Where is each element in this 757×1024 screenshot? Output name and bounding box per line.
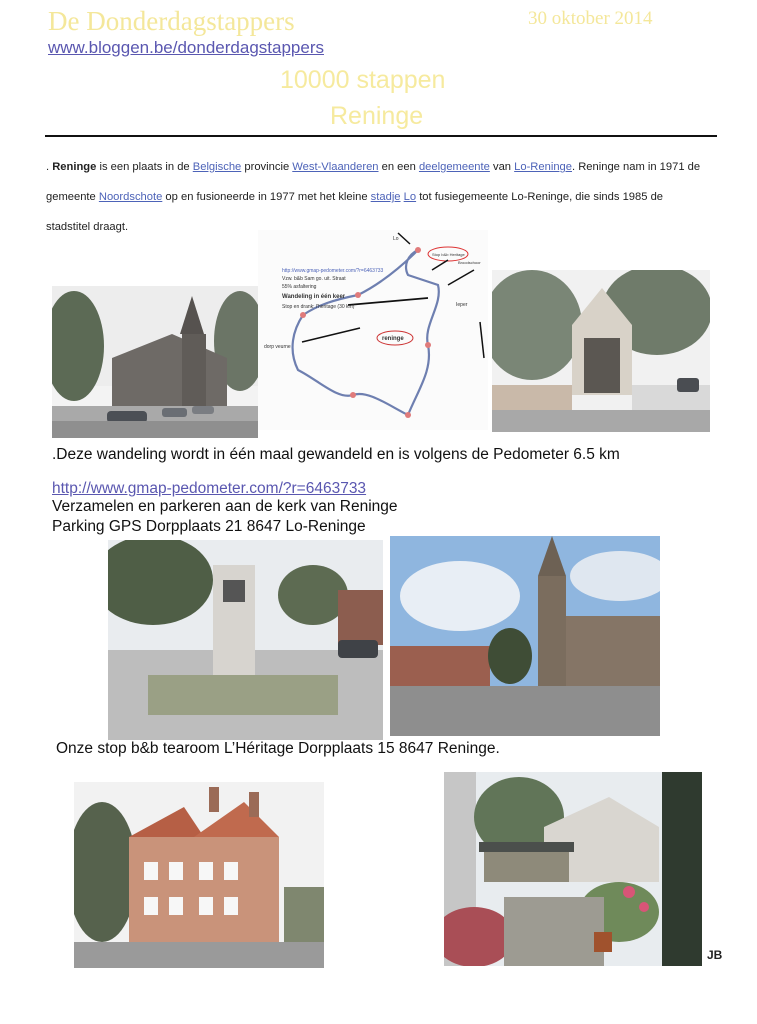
pedometer-link[interactable]: http://www.gmap-pedometer.com/?r=6463733 — [52, 480, 367, 497]
chapel-photo — [492, 270, 710, 432]
map-school-label: Broodschoor — [458, 260, 481, 265]
meeting-point: Verzamelen en parkeren aan de kerk van Reninge — [52, 498, 398, 515]
author-initials: JB — [707, 948, 723, 962]
subtitle-place: Reninge — [330, 102, 424, 130]
map-place: reninge — [382, 336, 404, 342]
church-photo — [52, 286, 258, 438]
map-url: http://www.gmap-pedometer.com/?r=6463733 — [282, 268, 384, 274]
heritage-building-photo — [74, 782, 324, 968]
map-line3: 55% asfaltering — [282, 284, 317, 290]
header-divider — [45, 135, 717, 137]
walk-description: .Deze wandeling wordt in één maal gewandeld en is volgens de Pedometer 6.5 km — [52, 446, 620, 463]
map-label-lo: Lo — [393, 236, 399, 242]
link-deelgemeente[interactable]: deelgemeente — [418, 161, 490, 173]
map-label-ieper: Ieper — [456, 302, 468, 308]
link-stadje[interactable]: stadje — [370, 191, 401, 203]
map-line4: Stop en drank: l'heritage (30 km) — [282, 304, 355, 310]
monument-photo — [108, 540, 383, 740]
intro-paragraph: . Reninge is een plaats in de Belgische provincie West-Vlaanderen en een deelgemeente van Lo-Reninge. Reninge nam in 1971 de gemeente Noordschote op en fusioneerde in 1977 met het kleine stadje Lo tot fusiegemeente Lo-Reninge, die sinds 1985 de stadstitel draagt. — [46, 161, 701, 233]
square-church-photo — [390, 536, 660, 736]
map-title: Wandeling in één keer — [282, 294, 346, 300]
page-date: 30 oktober 2014 — [528, 8, 653, 29]
link-lo-reninge[interactable]: Lo-Reninge — [514, 161, 572, 173]
intro-reninge: Reninge — [52, 161, 97, 173]
page-title: De Donderdagstappers — [48, 6, 295, 36]
route-map — [258, 230, 488, 430]
map-label-west: dorp veurne — [264, 344, 291, 350]
link-belgische[interactable]: Belgische — [192, 161, 242, 173]
stop-info: Onze stop b&b tearoom L’Héritage Dorpplaats 15 8647 Reninge. — [56, 740, 500, 757]
subtitle-steps: 10000 stappen — [280, 66, 446, 94]
link-lo[interactable]: Lo — [403, 191, 417, 203]
map-stop-label: Stop b&b Heritage — [432, 252, 465, 257]
link-west-vlaanderen[interactable]: West-Vlaanderen — [292, 161, 379, 173]
blog-link[interactable]: www.bloggen.be/donderdagstappers — [48, 38, 324, 57]
map-line2: Vzw. b&b Sam go. uit. Straat — [282, 276, 346, 282]
terrace-photo — [444, 772, 702, 966]
parking-info: Parking GPS Dorpplaats 21 8647 Lo-Reninge — [52, 518, 366, 535]
link-noordschote[interactable]: Noordschote — [98, 191, 163, 203]
